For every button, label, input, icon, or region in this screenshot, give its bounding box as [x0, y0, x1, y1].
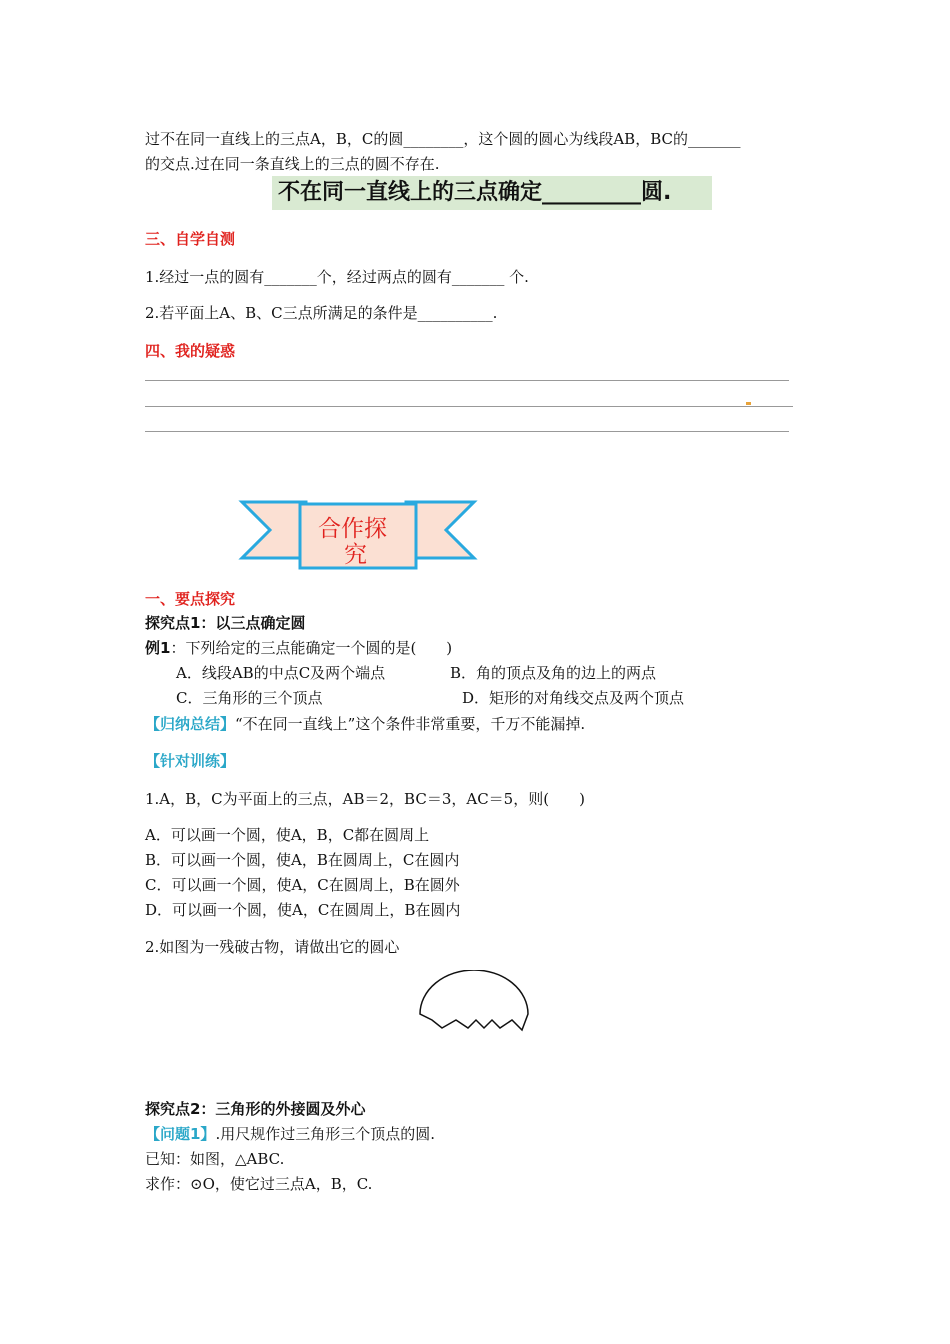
option-c: C．三角形的三个顶点: [176, 689, 323, 707]
artifact-outline: [420, 970, 528, 1030]
problem-text: .用尺规作过三角形三个顶点的圆.: [215, 1125, 435, 1143]
section-4-title: 四、我的疑惑: [145, 342, 236, 360]
banner-line-2: 究: [344, 542, 367, 568]
option-a: A．线段AB的中点C及两个端点: [176, 664, 386, 682]
intro-line-1: 过不在同一直线上的三点A，B，C的圆________，这个圆的圆心为线段AB，BC的_______: [145, 130, 741, 148]
training-q1-option-d: D．可以画一个圆，使A，C在圆周上，B在圆内: [145, 901, 461, 919]
given: 已知：如图，△ABC.: [145, 1150, 285, 1168]
answer-line-3[interactable]: [145, 431, 789, 432]
summary: [145, 713, 585, 734]
example-1: [145, 637, 452, 658]
answer-line-1[interactable]: [145, 380, 789, 381]
banner-line-1: 合作探: [318, 516, 387, 542]
section-3-title: 三、自学自测: [145, 230, 236, 248]
training-q1-option-a: A．可以画一个圆，使A，B，C都在圆周上: [145, 826, 430, 844]
training-q2: 2.如图为一残破古物，请做出它的圆心: [145, 938, 400, 956]
answer-line-2[interactable]: [145, 406, 793, 407]
summary-text: “不在同一直线上”这个条件非常重要，千万不能漏掉.: [235, 715, 586, 733]
explore-title: 一、要点探究: [145, 590, 236, 608]
orange-mark: [746, 402, 751, 405]
option-b: B．角的顶点及角的边上的两点: [450, 664, 657, 682]
training-q1-option-b: B．可以画一个圆，使A，B在圆周上，C在圆内: [145, 851, 460, 869]
training-tag: 【针对训练】: [145, 752, 236, 770]
intro-line-2: 的交点.过在同一条直线上的三点的圆不存在.: [145, 155, 440, 173]
training-q1-option-c: C．可以画一个圆，使A，C在圆周上，B在圆外: [145, 876, 460, 894]
option-d: D．矩形的对角线交点及两个顶点: [462, 689, 685, 707]
key-conclusion-highlight: 不在同一直线上的三点确定_________圆.: [272, 176, 712, 210]
example-label: 例1: [145, 639, 171, 657]
self-test-q1: 1.经过一点的圆有_______个，经过两点的圆有_______ 个.: [145, 268, 529, 286]
example-text: ：下列给定的三点能确定一个圆的是( ): [170, 639, 453, 657]
point-1-title: 探究点1：以三点确定圆: [145, 614, 306, 632]
point-2-title: 探究点2：三角形的外接圆及外心: [145, 1100, 366, 1118]
self-test-q2: 2.若平面上A、B、C三点所满足的条件是__________.: [145, 304, 498, 322]
construct: 求作：⊙O，使它过三点A，B，C.: [145, 1175, 373, 1193]
summary-tag: 【归纳总结】: [145, 715, 236, 733]
banner-text: [318, 516, 387, 568]
broken-artifact-figure: [414, 970, 534, 1040]
problem-tag: 【问题1】: [145, 1125, 216, 1143]
problem-1: [145, 1123, 435, 1144]
banner-left-tail: [242, 502, 306, 558]
training-q1: 1.A，B，C为平面上的三点，AB＝2，BC＝3，AC＝5，则( ): [145, 790, 585, 808]
